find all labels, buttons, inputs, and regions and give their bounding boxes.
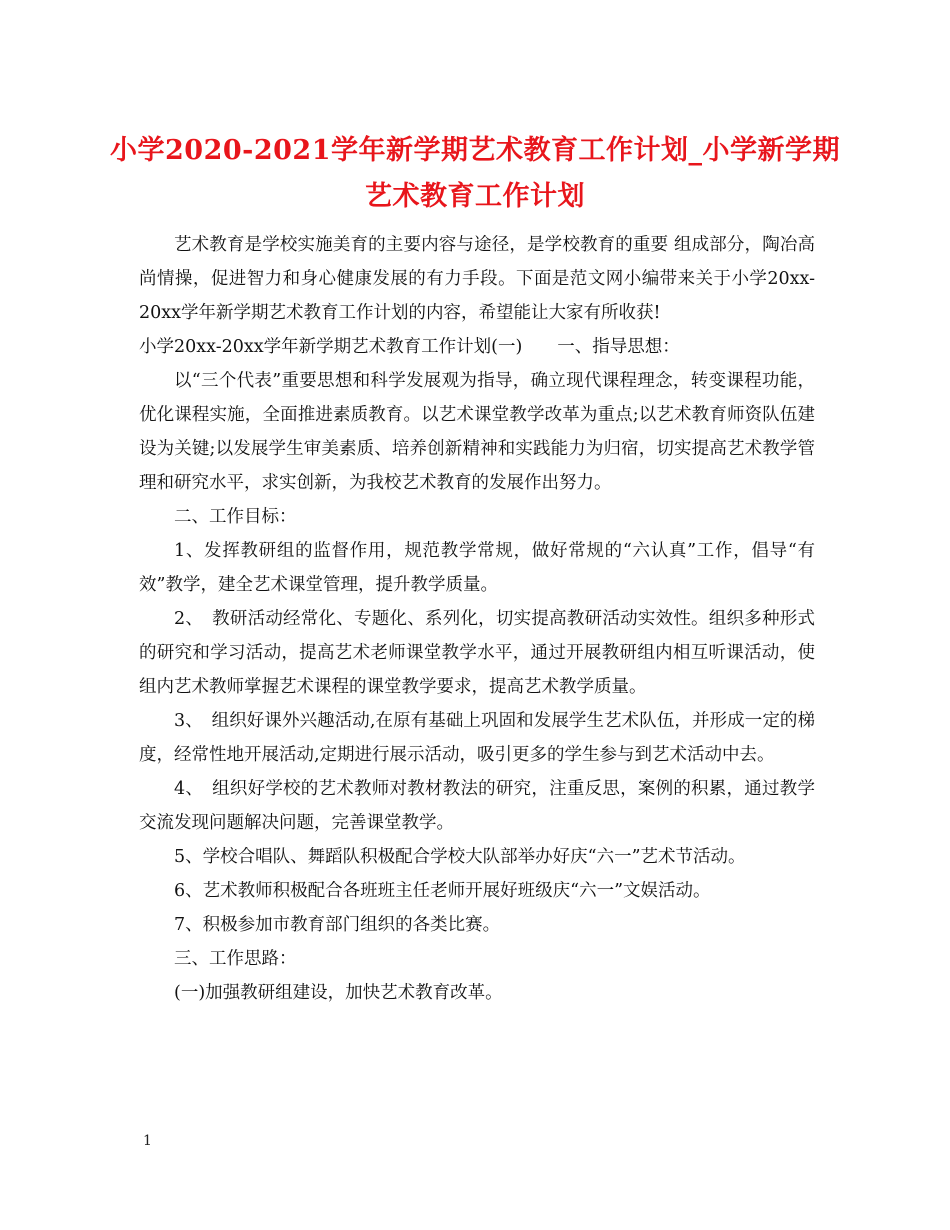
document-body bbox=[139, 228, 815, 1010]
goal-item-4: 4、 组织好学校的艺术教师对教材教法的研究，注重反思，案例的积累，通过教学交流发现问题解决问题，完善课堂教学。 bbox=[139, 779, 815, 833]
guiding-thought-paragraph: 以“三个代表”重要思想和科学发展观为指导，确立现代课程理念，转变课程功能，优化课程实施，全面推进素质教育。以艺术课堂教学改革为重点;以艺术教育师资队伍建设为关键;以发展学生审美素质、培养创新精神和实践能力为归宿，切实提高艺术教学管理和研究水平，求实创新，为我校艺术教育的发展作出努力。 bbox=[139, 371, 815, 493]
document-title: 小学2020-2021学年新学期艺术教育工作计划_小学新学期艺术教育工作计划 bbox=[110, 135, 840, 212]
goal-item-2: 2、 教研活动经常化、专题化、系列化，切实提高教研活动实效性。组织多种形式的研究和学习活动，提高艺术老师课堂教学水平，通过开展教研组内相互听课活动，使组内艺术教师掌握艺术课程的课堂教学要求，提高艺术教学质量。 bbox=[139, 609, 815, 697]
goal-item-3: 3、 组织好课外兴趣活动,在原有基础上巩固和发展学生艺术队伍，并形成一定的梯度，经常性地开展活动,定期进行展示活动，吸引更多的学生参与到艺术活动中去。 bbox=[139, 711, 815, 765]
plan-heading-paragraph: 小学20xx-20xx学年新学期艺术教育工作计划(一) 一、指导思想： bbox=[139, 337, 680, 357]
goal-item-1: 1、发挥教研组的监督作用，规范教学常规，做好常规的“六认真”工作，倡导“有效”教学，建全艺术课堂管理，提升教学质量。 bbox=[139, 541, 815, 595]
goal-item-5: 5、学校合唱队、舞蹈队积极配合学校大队部举办好庆“六一”艺术节活动。 bbox=[174, 847, 746, 867]
section-heading-approach: 三、工作思路： bbox=[174, 949, 297, 969]
goal-item-7: 7、积极参加市教育部门组织的各类比赛。 bbox=[174, 915, 501, 935]
approach-item-1: (一)加强教研组建设，加快艺术教育改革。 bbox=[174, 983, 503, 1003]
intro-paragraph: 艺术教育是学校实施美育的主要内容与途径，是学校教育的重要 组成部分，陶冶高尚情操，促进智力和身心健康发展的有力手段。下面是范文网小编带来关于小学20xx-20xx学年新学期艺术教育工作计划的内容，希望能让大家有所收获! bbox=[139, 235, 815, 323]
page-number: 1 bbox=[143, 1133, 152, 1149]
section-heading-goals: 二、工作目标： bbox=[174, 507, 297, 527]
goal-item-6: 6、艺术教师积极配合各班班主任老师开展好班级庆“六一”文娱活动。 bbox=[174, 881, 711, 901]
